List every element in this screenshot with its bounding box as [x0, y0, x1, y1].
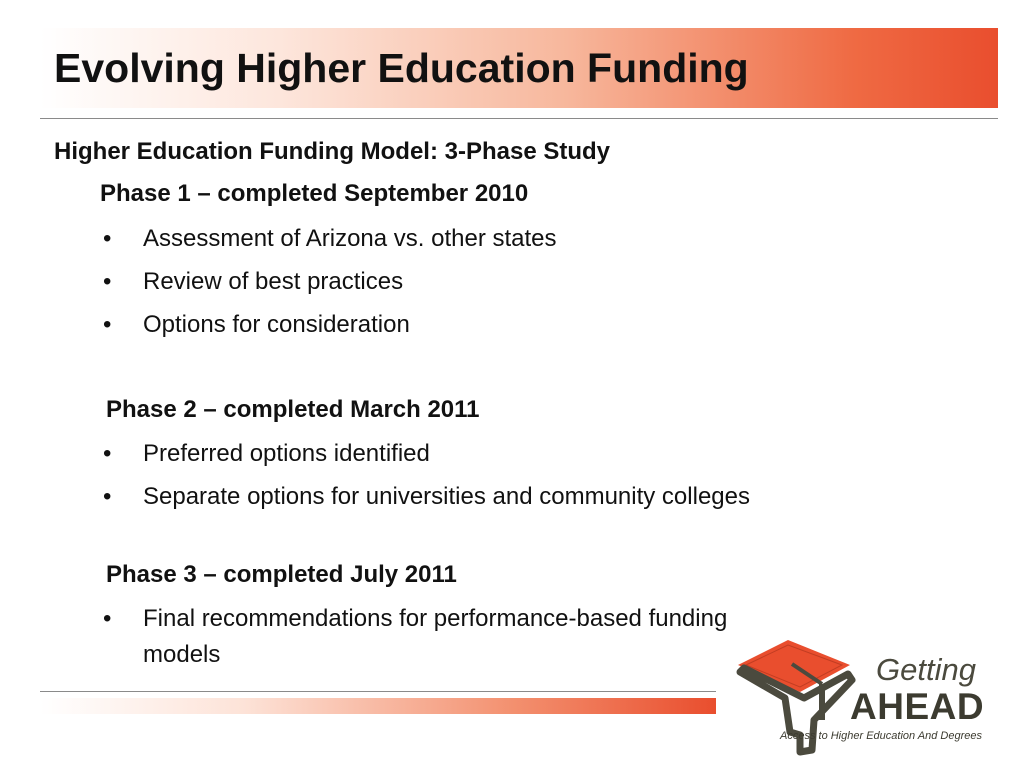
bullet-icon: • [103, 311, 112, 338]
bullet-icon: • [103, 268, 112, 295]
slide-subtitle: Higher Education Funding Model: 3-Phase Study [54, 138, 611, 165]
bullet-text: models [143, 641, 221, 668]
phase-2-heading: Phase 2 – completed March 2011 [106, 396, 480, 423]
bullet-icon: • [103, 483, 112, 510]
title-divider [40, 118, 998, 119]
slide-title: Evolving Higher Education Funding [54, 45, 749, 91]
bullet-text: Preferred options identified [143, 440, 430, 467]
bullet-text: Review of best practices [143, 268, 404, 295]
bullet-text: Options for consideration [143, 311, 410, 338]
bullet-text: Final recommendations for performance-based funding [143, 605, 728, 632]
phase-1-heading: Phase 1 – completed September 2010 [100, 180, 529, 207]
logo-tagline: Access to Higher Education And Degrees [780, 730, 982, 742]
logo-ahead: AHEAD [850, 686, 985, 727]
phase-3-heading: Phase 3 – completed July 2011 [106, 561, 457, 588]
logo-getting: Getting [876, 652, 976, 687]
bullet-text: Assessment of Arizona vs. other states [143, 225, 557, 252]
bullet-icon: • [103, 605, 112, 632]
bullet-text: Separate options for universities and community colleges [143, 483, 750, 510]
footer-divider [40, 691, 716, 692]
bullet-icon: • [103, 225, 112, 252]
footer-banner [40, 698, 716, 714]
bullet-icon: • [103, 440, 112, 467]
